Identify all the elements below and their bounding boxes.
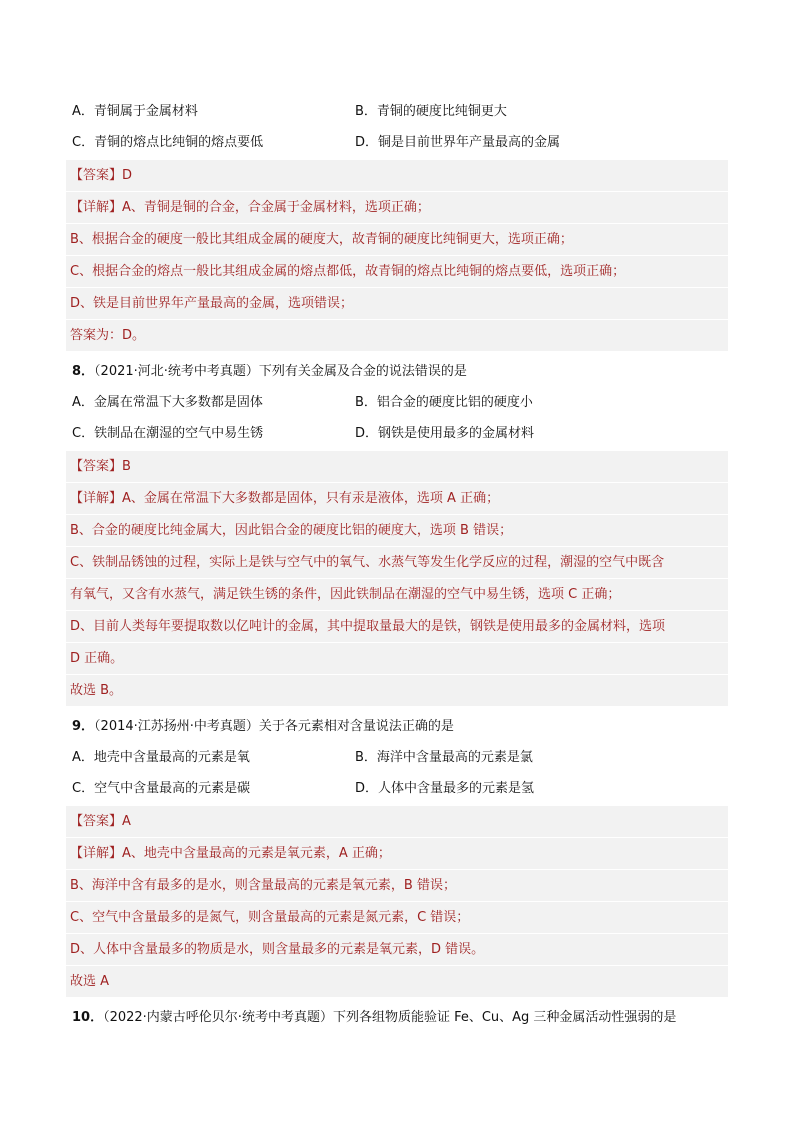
q7-answer bbox=[66, 160, 728, 192]
q9-detail-3: C、空气中含量最多的是氮气，则含量最高的元素是氮元素，C 错误； bbox=[66, 902, 728, 934]
q7-detail-2: B、根据合金的硬度一般比其组成金属的硬度大，故青铜的硬度比纯铜更大，选项正确； bbox=[66, 224, 728, 256]
q9-conclusion: 故选 A bbox=[66, 966, 728, 998]
q8-option-a: A．金属在常温下大多数都是固体 bbox=[72, 395, 263, 410]
q10-stem-text: （2022·内蒙古呼伦贝尔·统考中考真题）下列各组物质能验证 Fe、Cu、Ag 三种金属活动性强弱的是 bbox=[103, 1010, 677, 1025]
q7-conclusion: 答案为：D。 bbox=[66, 320, 728, 352]
q9-options bbox=[66, 742, 728, 804]
q9-stem bbox=[66, 711, 728, 742]
q8-detail-3: C、铁制品锈蚀的过程，实际上是铁与空气中的氧气、水蒸气等发生化学反应的过程，潮湿的空气中既含 bbox=[66, 547, 728, 579]
q8-options bbox=[66, 387, 728, 449]
q7-answer-block bbox=[66, 160, 728, 352]
q8-stem bbox=[66, 356, 728, 387]
q8-conclusion: 故选 B。 bbox=[66, 675, 728, 707]
q7-option-a: A．青铜属于金属材料 bbox=[72, 104, 198, 119]
q8-stem-text: （2021·河北·统考中考真题）下列有关金属及合金的说法错误的是 bbox=[94, 364, 467, 379]
q9-option-b: B．海洋中含量最高的元素是氯 bbox=[355, 750, 533, 765]
q8-number: 8． bbox=[72, 364, 95, 379]
document-page bbox=[66, 96, 728, 1033]
answer-label: 【答案】 bbox=[70, 168, 123, 183]
q9-option-c: C．空气中含量最高的元素是碳 bbox=[72, 781, 251, 796]
q9-option-a: A．地壳中含量最高的元素是氧 bbox=[72, 750, 250, 765]
q9-detail-4: D、人体中含量最多的物质是水，则含量最多的元素是氧元素，D 错误。 bbox=[66, 934, 728, 966]
q8-detail-2: B、合金的硬度比纯金属大，因此铝合金的硬度比铝的硬度大，选项 B 错误； bbox=[66, 515, 728, 547]
q7-detail-1 bbox=[66, 192, 728, 224]
q8-detail-4: 有氧气，又含有水蒸气，满足铁生锈的条件，因此铁制品在潮湿的空气中易生锈，选项 C 正确； bbox=[66, 579, 728, 611]
q8-option-d: D．钢铁是使用最多的金属材料 bbox=[355, 426, 535, 441]
q7-option-c: C．青铜的熔点比纯铜的熔点要低 bbox=[72, 135, 264, 150]
answer-label: 【答案】 bbox=[70, 814, 123, 829]
detail-text: A、地壳中含量最高的元素是氧元素，A 正确； bbox=[122, 846, 391, 861]
q7-detail-3: C、根据合金的熔点一般比其组成金属的熔点都低，故青铜的熔点比纯铜的熔点要低，选项正确； bbox=[66, 256, 728, 288]
detail-label: 【详解】 bbox=[70, 491, 123, 506]
q9-number: 9． bbox=[72, 719, 95, 734]
q8-detail-1 bbox=[66, 483, 728, 515]
q8-answer bbox=[66, 451, 728, 483]
detail-label: 【详解】 bbox=[70, 200, 123, 215]
q7-options bbox=[66, 96, 728, 158]
q7-option-b: B．青铜的硬度比纯铜更大 bbox=[355, 104, 507, 119]
q8-detail-5: D、目前人类每年要提取数以亿吨计的金属，其中提取量最大的是铁，钢铁是使用最多的金属材料，选项 bbox=[66, 611, 728, 643]
q8-answer-block bbox=[66, 451, 728, 707]
q8-detail-6: D 正确。 bbox=[66, 643, 728, 675]
q7-option-d: D．铜是目前世界年产量最高的金属 bbox=[355, 135, 561, 150]
q9-answer bbox=[66, 806, 728, 838]
q9-detail-2: B、海洋中含有最多的是水，则含量最高的元素是氧元素，B 错误； bbox=[66, 870, 728, 902]
answer-value: D bbox=[122, 168, 133, 183]
q8-option-c: C．铁制品在潮湿的空气中易生锈 bbox=[72, 426, 264, 441]
q7-detail-4: D、铁是目前世界年产量最高的金属，选项错误； bbox=[66, 288, 728, 320]
q9-stem-text: （2014·江苏扬州·中考真题）关于各元素相对含量说法正确的是 bbox=[94, 719, 454, 734]
q8-option-b: B．铝合金的硬度比铝的硬度小 bbox=[355, 395, 533, 410]
answer-value: A bbox=[122, 814, 131, 829]
q9-answer-block bbox=[66, 806, 728, 998]
q9-detail-1 bbox=[66, 838, 728, 870]
q10-number: 10． bbox=[72, 1010, 104, 1025]
answer-label: 【答案】 bbox=[70, 459, 123, 474]
q9-option-d: D．人体中含量最多的元素是氢 bbox=[355, 781, 535, 796]
detail-label: 【详解】 bbox=[70, 846, 123, 861]
answer-value: B bbox=[122, 459, 131, 474]
q10-stem bbox=[66, 1002, 728, 1033]
detail-text: A、金属在常温下大多数都是固体，只有汞是液体，选项 A 正确； bbox=[122, 491, 500, 506]
detail-text: A、青铜是铜的合金，合金属于金属材料，选项正确； bbox=[122, 200, 430, 215]
